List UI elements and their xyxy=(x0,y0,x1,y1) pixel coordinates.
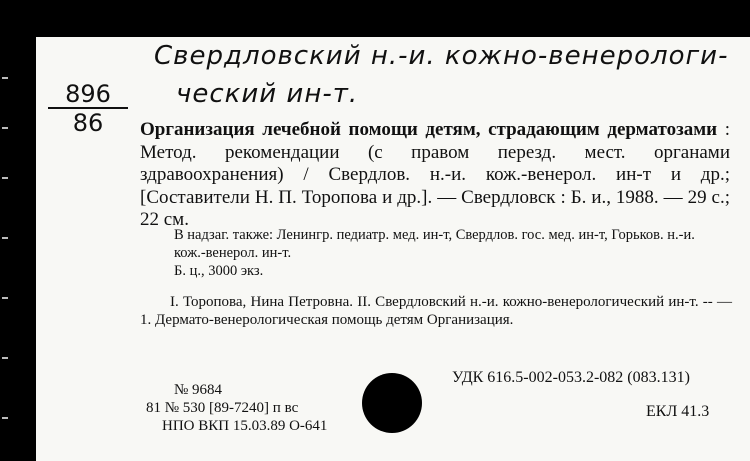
top-dark-border xyxy=(0,0,750,37)
shelfmark-numerator: 896 xyxy=(48,81,128,109)
handwritten-heading-line-2: ческий ин-т. xyxy=(176,79,359,109)
tracing: I. Торопова, Нина Петровна. II. Свердловский н.-и. кожно-венерологический ин-т. -- — 1. Дермато-венерологическая помощь детям Организация. xyxy=(140,294,732,328)
punch-hole xyxy=(362,373,422,433)
footer-order: 81 № 530 [89-7240] п вс xyxy=(146,400,299,416)
footer-npo: НПО ВКП 15.03.89 О-641 xyxy=(162,418,328,434)
note-edition: Б. ц., 3000 экз. xyxy=(174,263,264,279)
handwritten-heading-line-1: Свердловский н.-и. кожно-венерологи- xyxy=(154,41,729,71)
entry-title: Организация лечебной помощи детям, страдающим дерматозами xyxy=(140,119,718,140)
left-dark-edge xyxy=(0,37,36,461)
shelfmark-denominator: 86 xyxy=(72,109,104,137)
catalog-card xyxy=(36,37,750,461)
ekl-code: ЕКЛ 41.3 xyxy=(646,403,710,420)
udk-code: УДК 616.5-002-053.2-082 (083.131) xyxy=(452,369,690,386)
notes xyxy=(174,226,730,280)
entry-description: : Метод. рекомендации (с правом перезд. мест. органами здравоохранения) / Свердлов. н.-и. кож.-венерол. ин-т и др.; [Составители Н. П. Торопова и др.]. — Свердловск : Б. и., 1988. — 29 с.; 22 см. xyxy=(140,119,730,230)
footer-number: № 9684 xyxy=(174,382,223,398)
shelfmark xyxy=(48,81,128,137)
footer-left xyxy=(146,381,327,435)
note-line: В надзаг. также: Ленингр. педиатр. мед. ин-т, Свердлов. гос. мед. ин-т, Горьков. н.-и. кож.-венерол. ин-т. xyxy=(174,227,695,261)
bibliographic-entry xyxy=(140,119,730,232)
